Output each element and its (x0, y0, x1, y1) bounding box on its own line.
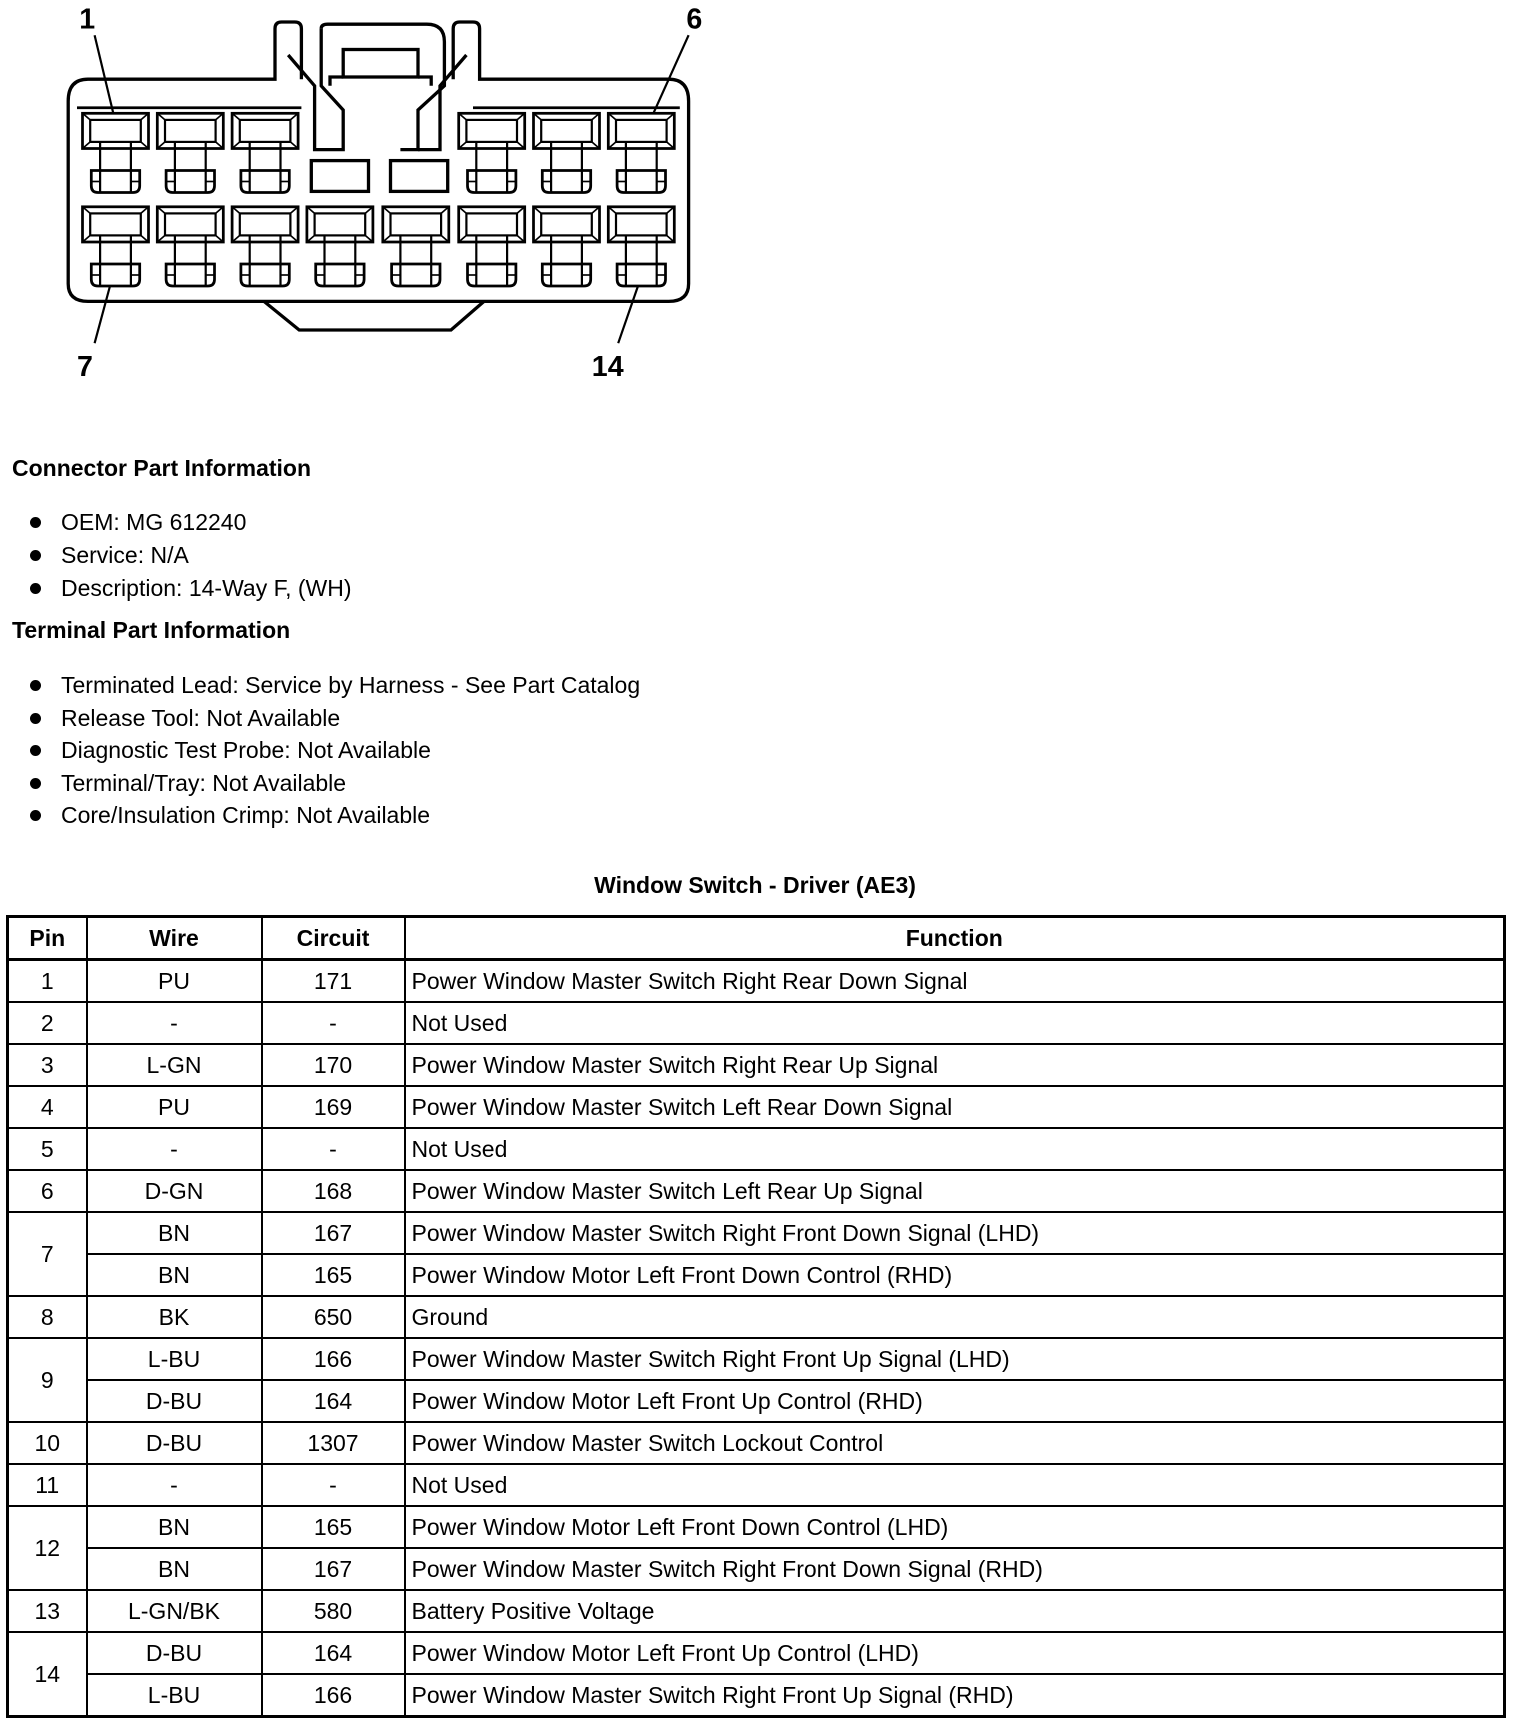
circuit-cell: 165 (262, 1254, 405, 1296)
table-row (8, 1086, 1505, 1128)
circuit-cell: 171 (262, 960, 405, 1003)
header-wire: Wire (87, 917, 262, 960)
table-header-row (8, 917, 1505, 960)
circuit-cell: 170 (262, 1044, 405, 1086)
pinout-table (6, 915, 1506, 1718)
function-cell: Power Window Master Switch Left Rear Up Signal (405, 1170, 1505, 1212)
wire-cell: BN (87, 1506, 262, 1548)
pin-cell: 14 (8, 1632, 87, 1717)
table-row (8, 1506, 1505, 1548)
connector-body (68, 22, 688, 330)
bullet-text: Terminal/Tray: Not Available (61, 770, 347, 796)
table-row (8, 1128, 1505, 1170)
wire-cell: PU (87, 960, 262, 1003)
wire-cell: BN (87, 1548, 262, 1590)
table-title: Window Switch - Driver (AE3) (594, 872, 916, 898)
function-cell: Power Window Master Switch Right Front Up Signal (RHD) (405, 1674, 1505, 1717)
pin-cavities (83, 113, 675, 286)
table-row (8, 1548, 1505, 1590)
wire-cell: BN (87, 1254, 262, 1296)
circuit-cell: 166 (262, 1674, 405, 1717)
bullet-text: Core/Insulation Crimp: Not Available (61, 802, 431, 828)
bullet-icon (30, 713, 41, 724)
table-row (8, 1212, 1505, 1254)
wire-cell: L-BU (87, 1338, 262, 1380)
bullet-item (30, 802, 430, 829)
function-cell: Power Window Master Switch Left Rear Down Signal (405, 1086, 1505, 1128)
bullet-item (30, 542, 189, 569)
circuit-cell: 580 (262, 1590, 405, 1632)
circuit-cell: 164 (262, 1380, 405, 1422)
header-pin: Pin (8, 917, 87, 960)
terminal-info-heading: Terminal Part Information (12, 617, 291, 643)
function-cell: Power Window Master Switch Right Front Down Signal (LHD) (405, 1212, 1505, 1254)
table-row (8, 1464, 1505, 1506)
table-row (8, 1002, 1505, 1044)
circuit-cell: - (262, 1128, 405, 1170)
bullet-icon (30, 583, 41, 594)
table-row (8, 1254, 1505, 1296)
pin-cell: 3 (8, 1044, 87, 1086)
circuit-cell: 167 (262, 1548, 405, 1590)
pin-cell: 10 (8, 1422, 87, 1464)
circuit-cell: - (262, 1464, 405, 1506)
table-row (8, 1590, 1505, 1632)
wire-cell: L-BU (87, 1674, 262, 1717)
function-cell: Not Used (405, 1464, 1505, 1506)
bullet-icon (30, 810, 41, 821)
wire-cell: - (87, 1128, 262, 1170)
bullet-text: Service: N/A (61, 542, 189, 568)
function-cell: Power Window Motor Left Front Down Control (LHD) (405, 1506, 1505, 1548)
bullet-item (30, 705, 340, 732)
header-circuit: Circuit (262, 917, 405, 960)
bullet-text: OEM: MG 612240 (61, 509, 247, 535)
function-cell: Power Window Master Switch Right Front Up Signal (LHD) (405, 1338, 1505, 1380)
wire-cell: - (87, 1464, 262, 1506)
circuit-cell: 164 (262, 1632, 405, 1674)
pin-cell: 1 (8, 960, 87, 1003)
wire-cell: D-GN (87, 1170, 262, 1212)
table-row (8, 1674, 1505, 1717)
connector-info-heading: Connector Part Information (12, 455, 312, 481)
table-row (8, 1296, 1505, 1338)
header-function: Function (405, 917, 1505, 960)
bullet-item (30, 672, 640, 699)
pin-cell: 8 (8, 1296, 87, 1338)
pin-cell: 5 (8, 1128, 87, 1170)
pin-cell: 9 (8, 1338, 87, 1422)
circuit-cell: 1307 (262, 1422, 405, 1464)
connector-diagram (0, 0, 759, 418)
circuit-cell: 168 (262, 1170, 405, 1212)
pin-label-6: 6 (686, 3, 703, 36)
table-row (8, 1422, 1505, 1464)
bullet-icon (30, 680, 41, 691)
wire-cell: L-GN (87, 1044, 262, 1086)
circuit-cell: 169 (262, 1086, 405, 1128)
wire-cell: PU (87, 1086, 262, 1128)
table-row (8, 1338, 1505, 1380)
pin-label-7: 7 (77, 351, 93, 384)
bullet-icon (30, 745, 41, 756)
wire-cell: D-BU (87, 1380, 262, 1422)
pin-cell: 13 (8, 1590, 87, 1632)
function-cell: Not Used (405, 1128, 1505, 1170)
circuit-cell: - (262, 1002, 405, 1044)
bullet-item (30, 770, 346, 797)
table-row (8, 1380, 1505, 1422)
pin-cell: 11 (8, 1464, 87, 1506)
pin-label-14: 14 (591, 351, 624, 384)
bullet-text: Diagnostic Test Probe: Not Available (61, 737, 431, 763)
wire-cell: L-GN/BK (87, 1590, 262, 1632)
pin-cell: 12 (8, 1506, 87, 1590)
function-cell: Power Window Master Switch Right Rear Up Signal (405, 1044, 1505, 1086)
bullet-text: Terminated Lead: Service by Harness - See Part Catalog (61, 672, 641, 698)
function-cell: Power Window Motor Left Front Up Control (RHD) (405, 1380, 1505, 1422)
bullet-icon (30, 550, 41, 561)
wire-cell: BN (87, 1212, 262, 1254)
bullet-icon (30, 778, 41, 789)
function-cell: Battery Positive Voltage (405, 1590, 1505, 1632)
function-cell: Power Window Motor Left Front Down Control (RHD) (405, 1254, 1505, 1296)
pin-label-1: 1 (79, 3, 96, 36)
table-row (8, 1632, 1505, 1674)
function-cell: Power Window Motor Left Front Up Control (LHD) (405, 1632, 1505, 1674)
circuit-cell: 166 (262, 1338, 405, 1380)
function-cell: Power Window Master Switch Right Rear Down Signal (405, 960, 1505, 1003)
circuit-cell: 165 (262, 1506, 405, 1548)
function-cell: Power Window Master Switch Lockout Control (405, 1422, 1505, 1464)
function-cell: Power Window Master Switch Right Front Down Signal (RHD) (405, 1548, 1505, 1590)
bullet-icon (30, 517, 41, 528)
function-cell: Ground (405, 1296, 1505, 1338)
wire-cell: D-BU (87, 1422, 262, 1464)
circuit-cell: 167 (262, 1212, 405, 1254)
pin-cell: 2 (8, 1002, 87, 1044)
pin-cell: 7 (8, 1212, 87, 1296)
bullet-item (30, 737, 431, 764)
bullet-text: Description: 14-Way F, (WH) (61, 575, 352, 601)
bullet-item (30, 575, 352, 602)
function-cell: Not Used (405, 1002, 1505, 1044)
wire-cell: BK (87, 1296, 262, 1338)
circuit-cell: 650 (262, 1296, 405, 1338)
pin-cell: 4 (8, 1086, 87, 1128)
table-row (8, 960, 1505, 1003)
wire-cell: D-BU (87, 1632, 262, 1674)
wire-cell: - (87, 1002, 262, 1044)
table-row (8, 1170, 1505, 1212)
table-row (8, 1044, 1505, 1086)
pin-cell: 6 (8, 1170, 87, 1212)
bullet-item (30, 509, 246, 536)
bullet-text: Release Tool: Not Available (61, 705, 341, 731)
